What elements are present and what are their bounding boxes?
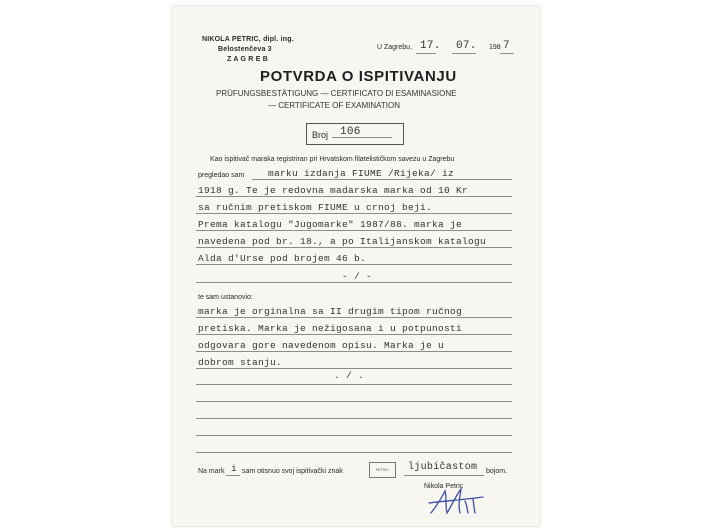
separator-2: . / .	[334, 370, 365, 381]
certificate-title-de-it: PRÜFUNGSBESTÄTIGUNG — CERTIFICATO DI ESAMINASIONE	[216, 89, 457, 98]
rule	[196, 264, 512, 265]
description-line-4: Prema katalogu "Jugomarke" 1987/88. marka je	[198, 219, 463, 230]
date-year-digit: 7	[503, 40, 510, 52]
description-line-1: marku izdanja FIUME /Rijeka/ iz	[268, 168, 455, 179]
description-line-3: sa ručnim pretiskom FIUME u crnoj beji.	[198, 202, 433, 213]
mark-count: i	[231, 463, 238, 474]
stamp-text: PETRIC	[376, 468, 389, 472]
date-month-line	[452, 53, 476, 54]
description-line-2: 1918 g. Te je redovna madarska marka od 10 Kr	[198, 185, 469, 196]
rule	[196, 435, 512, 436]
rule	[196, 351, 512, 352]
stamp-color: ljubičastom	[408, 462, 478, 473]
finding-line-4: dobrom stanju.	[198, 357, 283, 368]
rule	[196, 334, 512, 335]
rule	[196, 384, 512, 385]
date-day-line	[416, 53, 436, 54]
broj-label: Broj	[312, 130, 329, 140]
signature-icon	[427, 483, 497, 519]
date-year-prefix: 198	[489, 44, 501, 51]
rule	[196, 368, 512, 369]
stamp-color-line	[404, 475, 484, 476]
certificate-title: POTVRDA O ISPITIVANJU	[260, 68, 457, 85]
date-prefix: U Zagrebu,	[377, 44, 413, 51]
finding-line-2: pretiska. Marka je nežigosana i u potpunosti	[198, 323, 463, 334]
ustanovio-label: te sam ustanovio:	[198, 294, 253, 301]
intro-line: Kao ispitivač maraka registriran pri Hrvatskom filatelističkom savezu u Zagrebu	[210, 156, 455, 163]
rule	[196, 247, 512, 248]
certificate-sheet	[172, 6, 540, 526]
rule	[196, 401, 512, 402]
rule	[252, 179, 512, 180]
rule	[196, 213, 512, 214]
pregledao-label: pregledao sam	[198, 172, 245, 179]
finding-line-3: odgovara gore navedenom opisu. Marka je u	[198, 340, 445, 351]
broj-value: 106	[340, 126, 361, 138]
certificate-title-en: — CERTIFICATE OF EXAMINATION	[268, 101, 401, 110]
sam-otisnuo-label: sam otisnuo svoj ispitivački znak	[242, 468, 343, 475]
examiner-city: Z A G R E B	[227, 56, 268, 63]
signature-name: Nikola Petric	[424, 483, 464, 490]
finding-line-1: marka je orginalna sa II drugim tipom ručnog	[198, 306, 463, 317]
na-mark-label: Na mark	[198, 468, 225, 475]
date-month: 07.	[456, 40, 477, 52]
description-line-5: navedena pod br. 18., a po Italijanskom katalogu	[198, 236, 487, 247]
rule	[196, 452, 512, 453]
examiner-name: NIKOLA PETRIC, dipl. ing.	[202, 36, 294, 43]
bojom-label: bojom.	[486, 468, 508, 475]
rule	[196, 282, 512, 283]
description-line-6: Alda d'Urse pod brojem 46 b.	[198, 253, 367, 264]
rule	[196, 418, 512, 419]
rule	[196, 317, 512, 318]
examiner-street: Belostenčeva 3	[218, 46, 272, 53]
examiner-stamp	[369, 462, 396, 478]
rule	[196, 230, 512, 231]
date-year-line	[500, 53, 514, 54]
broj-line	[332, 137, 392, 138]
date-day: 17.	[420, 40, 441, 52]
separator-1: - / -	[342, 271, 373, 282]
mark-count-line	[226, 475, 240, 476]
rule	[196, 196, 512, 197]
